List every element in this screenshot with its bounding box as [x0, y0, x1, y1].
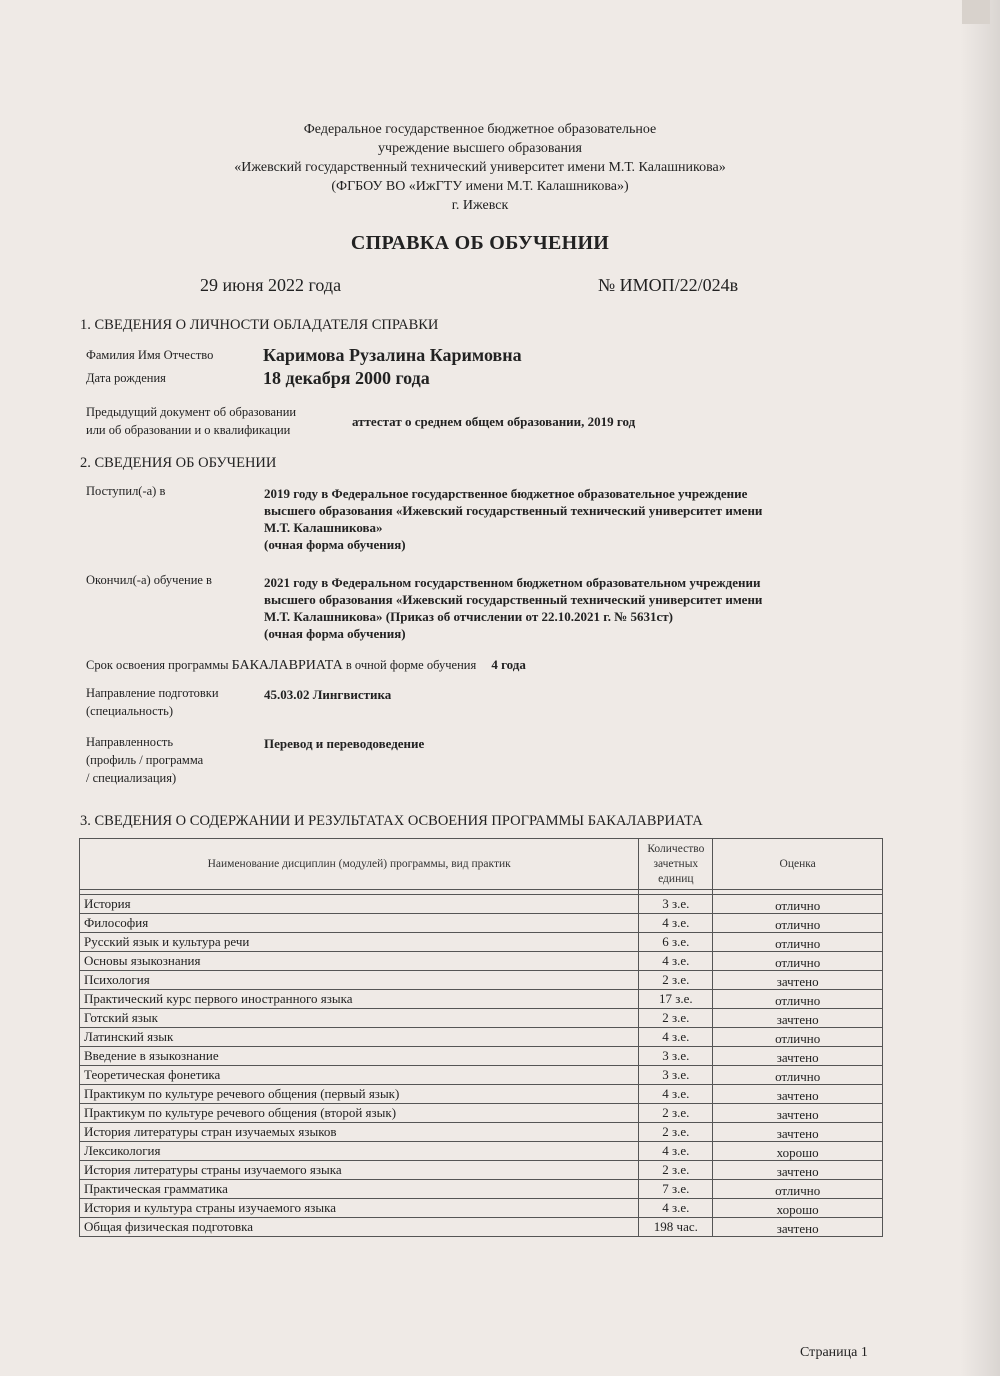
term-program: БАКАЛАВРИАТА [231, 658, 343, 673]
discipline-cell: История литературы страны изучаемого языка [80, 1161, 639, 1180]
discipline-cell: История [80, 895, 639, 914]
profile-label-line: / специализация) [86, 771, 177, 785]
credits-cell: 3 з.е. [639, 1066, 713, 1085]
profile-label [86, 733, 203, 787]
discipline-cell: Практический курс первого иностранного языка [80, 990, 639, 1009]
table-row [80, 990, 883, 1009]
grade-cell: зачтено [713, 1218, 883, 1237]
enrolled-label: Поступил(-а) в [86, 484, 166, 498]
table-row [80, 1218, 883, 1237]
finished-value [264, 574, 878, 642]
credits-cell: 4 з.е. [639, 1028, 713, 1047]
table-row [80, 1047, 883, 1066]
document-date: 29 июня 2022 года [200, 275, 342, 295]
credits-cell: 2 з.е. [639, 971, 713, 990]
name-value: Каримова Рузалина Каримовна [263, 345, 522, 365]
credits-cell: 6 з.е. [639, 933, 713, 952]
table-row [80, 952, 883, 971]
table-row [80, 1199, 883, 1218]
header-line: (ФГБОУ ВО «ИжГТУ имени М.Т. Калашникова») [331, 179, 629, 194]
grade-cell: отлично [713, 933, 883, 952]
credits-cell: 2 з.е. [639, 1161, 713, 1180]
birth-label: Дата рождения [86, 371, 166, 385]
term-suffix: в очной форме обучения [345, 658, 477, 672]
grade-cell: зачтено [713, 1161, 883, 1180]
credits-cell: 4 з.е. [639, 1085, 713, 1104]
table-row [80, 1161, 883, 1180]
table-row [80, 1028, 883, 1047]
discipline-cell: Философия [80, 914, 639, 933]
header-line: г. Ижевск [451, 198, 509, 213]
table-row [80, 1180, 883, 1199]
table-row [80, 1009, 883, 1028]
term-line [86, 657, 526, 674]
table-row [80, 1142, 883, 1161]
discipline-cell: История и культура страны изучаемого языка [80, 1199, 639, 1218]
table-row [80, 1123, 883, 1142]
grade-cell: отлично [713, 914, 883, 933]
prev-doc-value: аттестат о среднем общем образовании, 2019 год [352, 414, 636, 429]
credits-cell: 3 з.е. [639, 895, 713, 914]
discipline-cell: Практическая грамматика [80, 1180, 639, 1199]
credits-cell: 4 з.е. [639, 914, 713, 933]
discipline-cell: Психология [80, 971, 639, 990]
col-credits-line: Количество [647, 842, 705, 855]
direction-label [86, 684, 219, 720]
grade-cell: зачтено [713, 1104, 883, 1123]
prev-doc-label-line: или об образовании и о квалификации [86, 423, 291, 437]
direction-label-line: (специальность) [86, 704, 174, 718]
credits-cell: 2 з.е. [639, 1104, 713, 1123]
grade-cell: отлично [713, 952, 883, 971]
grade-cell: отлично [713, 895, 883, 914]
document-title: СПРАВКА ОБ ОБУЧЕНИИ [350, 232, 610, 254]
credits-cell: 4 з.е. [639, 952, 713, 971]
header-line: «Ижевский государственный технический университет имени М.Т. Калашникова» [234, 160, 726, 175]
credits-cell: 2 з.е. [639, 1123, 713, 1142]
discipline-cell: Общая физическая подготовка [80, 1218, 639, 1237]
credits-cell: 2 з.е. [639, 1009, 713, 1028]
discipline-cell: Лексикология [80, 1142, 639, 1161]
term-value: 4 года [491, 657, 526, 672]
institution-header [0, 120, 960, 215]
section-1-title: 1. СВЕДЕНИЯ О ЛИЧНОСТИ ОБЛАДАТЕЛЯ СПРАВКИ [80, 317, 439, 333]
profile-label-line: Направленность [86, 735, 174, 749]
section-2-title: 2. СВЕДЕНИЯ ОБ ОБУЧЕНИИ [80, 455, 277, 471]
discipline-cell: Основы языкознания [80, 952, 639, 971]
discipline-cell: Практикум по культуре речевого общения (второй язык) [80, 1104, 639, 1123]
discipline-cell: Готский язык [80, 1009, 639, 1028]
credits-cell: 4 з.е. [639, 1199, 713, 1218]
grade-cell: зачтено [713, 1085, 883, 1104]
finished-line: (очная форма обучения) [264, 626, 406, 641]
finished-label: Окончил(-а) обучение в [86, 573, 212, 587]
table-row [80, 1085, 883, 1104]
table-header-row [80, 839, 883, 890]
birth-value: 18 декабря 2000 года [263, 368, 430, 388]
grade-cell: зачтено [713, 971, 883, 990]
discipline-cell: Практикум по культуре речевого общения (первый язык) [80, 1085, 639, 1104]
col-grade-header: Оценка [713, 839, 883, 890]
grade-cell: хорошо [713, 1142, 883, 1161]
section-3-title: 3. СВЕДЕНИЯ О СОДЕРЖАНИИ И РЕЗУЛЬТАТАХ ОСВОЕНИЯ ПРОГРАММЫ БАКАЛАВРИАТА [80, 813, 703, 829]
table-row [80, 971, 883, 990]
discipline-cell: Латинский язык [80, 1028, 639, 1047]
grade-cell: отлично [713, 1180, 883, 1199]
grade-cell: зачтено [713, 1047, 883, 1066]
col-discipline-header: Наименование дисциплин (модулей) программы, вид практик [80, 839, 639, 890]
direction-value: 45.03.02 Лингвистика [264, 687, 392, 702]
scan-corner-mark [962, 0, 990, 24]
credits-cell: 7 з.е. [639, 1180, 713, 1199]
enrolled-value [264, 485, 878, 553]
profile-label-line: (профиль / программа [86, 753, 204, 767]
finished-line: высшего образования «Ижевский государственный технический университет имени [264, 592, 763, 607]
credits-cell: 3 з.е. [639, 1047, 713, 1066]
term-prefix: Срок освоения программы [86, 658, 229, 672]
col-credits-line: единиц [658, 872, 694, 885]
discipline-cell: Введение в языкознание [80, 1047, 639, 1066]
grade-cell: отлично [713, 990, 883, 1009]
table-row [80, 914, 883, 933]
grade-cell: отлично [713, 1066, 883, 1085]
table-row [80, 1104, 883, 1123]
finished-line: М.Т. Калашникова» (Приказ об отчислении от 22.10.2021 г. № 5631ст) [264, 609, 673, 624]
col-credits-line: зачетных [653, 857, 699, 870]
enrolled-line: высшего образования «Ижевский государственный технический университет имени [264, 503, 763, 518]
discipline-cell: Теоретическая фонетика [80, 1066, 639, 1085]
header-line: Федеральное государственное бюджетное образовательное [303, 122, 657, 137]
document-number: № ИМОП/22/024в [598, 275, 739, 295]
grade-cell: зачтено [713, 1009, 883, 1028]
grade-cell: хорошо [713, 1199, 883, 1218]
credits-cell: 17 з.е. [639, 990, 713, 1009]
credits-cell: 4 з.е. [639, 1142, 713, 1161]
page-number: Страница 1 [800, 1345, 868, 1360]
enrolled-line: 2019 году в Федеральное государственное бюджетное образовательное учреждение [264, 486, 748, 501]
finished-line: 2021 году в Федеральном государственном бюджетном образовательном учреждении [264, 575, 761, 590]
discipline-cell: Русский язык и культура речи [80, 933, 639, 952]
header-line: учреждение высшего образования [378, 141, 582, 156]
grades-table [79, 838, 883, 1237]
col-credits-header [639, 839, 713, 890]
grade-cell: отлично [713, 1028, 883, 1047]
table-row [80, 895, 883, 914]
prev-doc-label-line: Предыдущий документ об образовании [86, 405, 297, 419]
credits-cell: 198 час. [639, 1218, 713, 1237]
prev-doc-label [86, 403, 296, 439]
name-label: Фамилия Имя Отчество [86, 348, 214, 362]
enrolled-line: (очная форма обучения) [264, 537, 406, 552]
grade-cell: зачтено [713, 1123, 883, 1142]
discipline-cell: История литературы стран изучаемых языков [80, 1123, 639, 1142]
profile-value: Перевод и переводоведение [264, 736, 425, 751]
enrolled-line: М.Т. Калашникова» [264, 520, 383, 535]
table-row [80, 1066, 883, 1085]
table-row [80, 933, 883, 952]
scan-edge-shadow [960, 0, 1000, 1376]
direction-label-line: Направление подготовки [86, 686, 219, 700]
